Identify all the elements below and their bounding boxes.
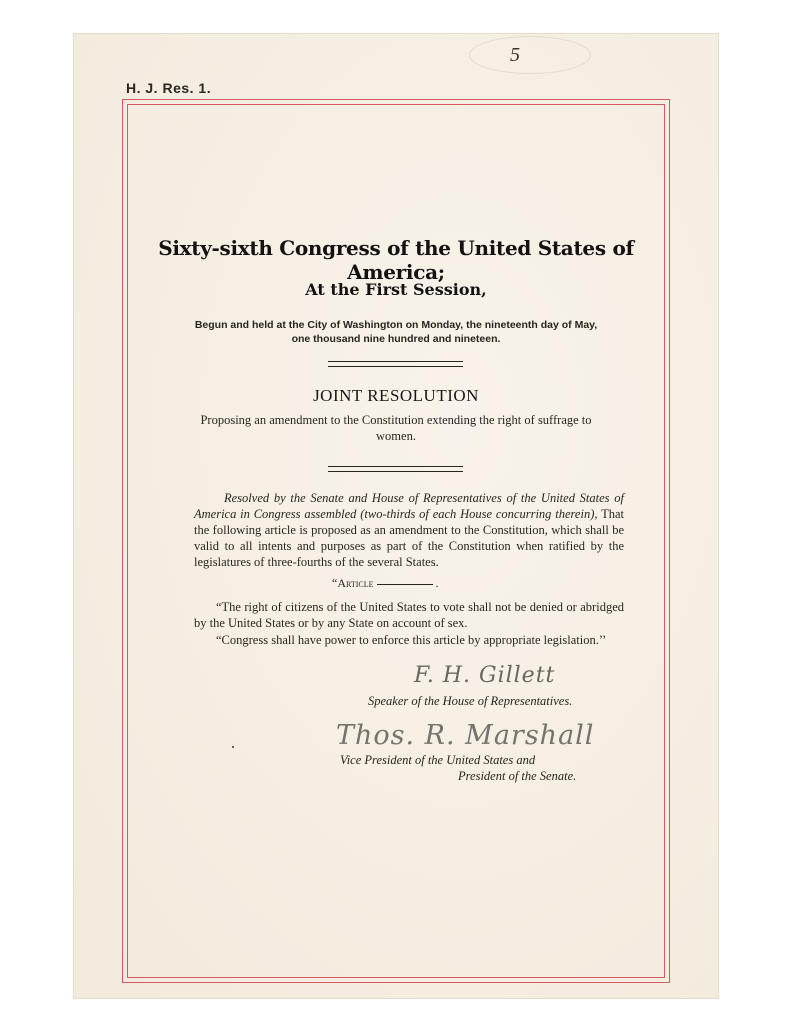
begun-line-2: one thousand nine hundred and nineteen. — [291, 333, 501, 345]
enforcement-paragraph: “Congress shall have power to enforce this article by appropriate legislation.’’ — [216, 633, 607, 647]
begun-line-1: Begun and held at the City of Washington on Monday, the nineteenth day of May, — [194, 319, 598, 331]
resolved-italic: Resolved by the Senate and House of Representatives of the United States of America in Congress assembled (two-thirds of each House concurring therein), — [194, 491, 624, 521]
vp-title-line-1: Vice President of the United States and — [340, 753, 536, 767]
congress-heading: Sixty-sixth Congress of the United States of America; — [158, 236, 634, 284]
bleed-through-text — [184, 489, 187, 501]
article-label: “Article — [332, 576, 374, 590]
session-heading: At the First Session, — [305, 280, 487, 299]
double-rule-bottom — [328, 466, 463, 472]
proposing-text: Proposing an amendment to the Constitution extending the right of suffrage to women. — [200, 413, 592, 443]
vp-title-line-2: President of the Senate. — [458, 769, 577, 783]
article-heading — [332, 576, 439, 591]
joint-resolution-title: JOINT RESOLUTION — [313, 386, 479, 405]
speaker-title: Speaker of the House of Representatives. — [368, 694, 573, 708]
document-id: H. J. Res. 1. — [126, 80, 212, 96]
vice-president-title — [340, 752, 576, 784]
vice-president-signature: Thos. R. Marshall — [336, 720, 595, 751]
resolved-paragraph — [194, 490, 624, 570]
archive-stamp — [469, 36, 591, 74]
document-page — [74, 34, 718, 998]
article-end: . — [435, 576, 439, 590]
article-dash — [377, 584, 433, 585]
right-to-vote-paragraph: “The right of citizens of the United States to vote shall not be denied or abridged by the United States or by any State on account of sex. — [194, 600, 624, 630]
ink-dot — [232, 746, 234, 748]
resolved-roman: That the following article is proposed as an amendment to the Constitution, which shall be valid to all intents and purposes as part of the Constitution when ratified by the legislatures of three-fourths of the several States. — [194, 507, 624, 569]
page-number: 5 — [510, 44, 520, 66]
begun-text — [127, 318, 665, 346]
speaker-signature: F. H. Gillett — [414, 663, 556, 688]
double-rule-top — [328, 361, 463, 367]
